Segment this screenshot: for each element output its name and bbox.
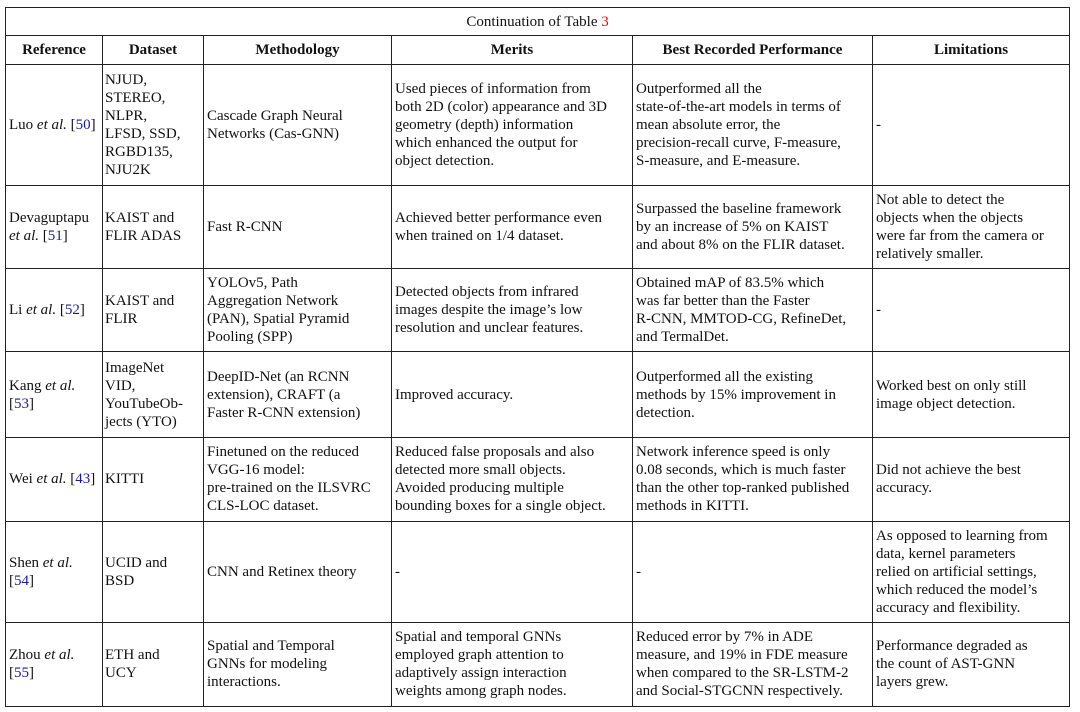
methodology-cell	[204, 522, 392, 622]
dataset-cell	[103, 185, 204, 268]
reference-author: Kang	[9, 377, 42, 394]
cell-line: the count of AST-GNN	[876, 656, 1016, 673]
citation-link[interactable]: 55	[14, 665, 29, 682]
cell-line: DeepID-Net (an RCNN	[207, 368, 350, 385]
limitations-cell	[873, 269, 1070, 352]
table-row	[6, 522, 1070, 622]
reference-cell: Li et al. [52]	[6, 269, 103, 352]
cell-line: resolution and unclear features.	[395, 320, 584, 337]
dataset-cell	[103, 622, 204, 706]
table-row	[6, 437, 1070, 521]
reference-author: Shen	[9, 554, 39, 571]
citation-link[interactable]: 43	[75, 471, 91, 488]
merits-cell	[392, 437, 633, 521]
cell-line: Improved accuracy.	[395, 386, 514, 403]
cell-line: Pooling (SPP)	[207, 329, 293, 346]
cell-line: Obtained mAP of 83.5% which	[636, 275, 825, 292]
reference-cell: Wei et al. [43]	[6, 437, 103, 521]
cell-line: KITTI	[105, 471, 145, 488]
cell-line: by an increase of 5% on KAIST	[636, 218, 829, 235]
limitations-cell	[873, 522, 1070, 622]
cell-line: methods in KITTI.	[636, 498, 749, 515]
cell-line: NLPR,	[105, 107, 148, 124]
reference-cell: Zhou et al. [55]	[6, 622, 103, 706]
header-methodology: Methodology	[204, 36, 392, 65]
reference-cell: Kang et al. [53]	[6, 352, 103, 437]
cell-line: when trained on 1/4 dataset.	[395, 227, 564, 244]
cell-line: LFSD, SSD,	[105, 125, 181, 142]
cell-line: KAIST and	[105, 209, 175, 226]
limitations-cell	[873, 65, 1070, 186]
cell-line: image object detection.	[876, 395, 1016, 412]
cell-line: were far from the camera or	[876, 227, 1044, 244]
cell-line: and Social-STGCNN respectively.	[636, 683, 843, 700]
cell-line: VID,	[105, 377, 136, 394]
limitations-cell	[873, 185, 1070, 268]
table-header-row	[6, 36, 1070, 65]
merits-cell	[392, 522, 633, 622]
table-row	[6, 185, 1070, 268]
cell-line: which enhanced the output for	[395, 134, 578, 151]
cell-line: data, kernel parameters	[876, 545, 1016, 562]
cell-line: CLS-LOC dataset.	[207, 498, 319, 515]
methodology-cell	[204, 65, 392, 186]
dataset-cell	[103, 352, 204, 437]
cell-line: Faster R-CNN extension)	[207, 404, 361, 421]
cell-line: CNN and Retinex theory	[207, 563, 357, 580]
methodology-cell	[204, 185, 392, 268]
cell-line: Outperformed all the	[636, 80, 762, 97]
header-performance: Best Recorded Performance	[633, 36, 873, 65]
performance-cell	[633, 437, 873, 521]
cell-line: (PAN), Spatial Pyramid	[207, 311, 350, 328]
cell-line: NJUD,	[105, 71, 148, 88]
cell-line: detected more small objects.	[395, 462, 566, 479]
cell-line: object detection.	[395, 152, 495, 169]
cell-line: Used pieces of information from	[395, 80, 591, 97]
cell-line: YouTubeOb-	[105, 395, 183, 412]
reference-author: Luo	[9, 116, 34, 133]
cell-line: methods by 15% improvement in	[636, 386, 836, 403]
cell-line: mean absolute error, the	[636, 116, 781, 133]
cell-line: Spatial and temporal GNNs	[395, 629, 562, 646]
cell-line: FLIR	[105, 311, 138, 328]
cell-line: STEREO,	[105, 89, 166, 106]
table-row	[6, 622, 1070, 706]
cell-line: pre-trained on the ILSVRC	[207, 480, 371, 497]
cell-line: interactions.	[207, 674, 281, 691]
reference-etal: et al.	[36, 471, 67, 488]
cell-line: Network inference speed is only	[636, 444, 831, 461]
cell-line: and about 8% on the FLIR dataset.	[636, 236, 845, 253]
citation-link[interactable]: 52	[64, 302, 80, 319]
caption-prefix: Continuation of Table	[466, 13, 598, 30]
cell-line: -	[395, 563, 400, 580]
citation-link[interactable]: 53	[14, 395, 29, 412]
cell-line: accuracy and flexibility.	[876, 599, 1021, 616]
reference-cell: Luo et al. [50]	[6, 65, 103, 186]
reference-etal: et al.	[45, 377, 76, 394]
header-dataset: Dataset	[103, 36, 204, 65]
cell-line: was far better than the Faster	[636, 293, 810, 310]
reference-author: Devaguptapu	[9, 209, 89, 226]
merits-cell	[392, 352, 633, 437]
dataset-cell	[103, 437, 204, 521]
methodology-cell	[204, 352, 392, 437]
cell-line: RGBD135,	[105, 143, 173, 160]
cell-line: 0.08 seconds, which is much faster	[636, 462, 846, 479]
cell-line: Outperformed all the existing	[636, 368, 814, 385]
methodology-cell	[204, 437, 392, 521]
table-row	[6, 352, 1070, 437]
reference-etal: et al.	[44, 647, 75, 664]
comparison-table	[5, 7, 1070, 707]
limitations-cell	[873, 622, 1070, 706]
cell-line: precision-recall curve, F-measure,	[636, 134, 841, 151]
cell-line: objects when the objects	[876, 209, 1024, 226]
cell-line: FLIR ADAS	[105, 227, 182, 244]
cell-line: Worked best on only still	[876, 377, 1027, 394]
cell-line: relatively smaller.	[876, 245, 984, 262]
cell-line: Reduced error by 7% in ADE	[636, 629, 814, 646]
cell-line: ImageNet	[105, 359, 165, 376]
merits-cell	[392, 622, 633, 706]
merits-cell	[392, 65, 633, 186]
table-caption	[6, 8, 1070, 36]
cell-line: Surpassed the baseline framework	[636, 200, 842, 217]
cell-line: Finetuned on the reduced	[207, 444, 360, 461]
cell-line: UCID and	[105, 554, 168, 571]
cell-line: KAIST and	[105, 293, 175, 310]
cell-line: relied on artificial settings,	[876, 563, 1037, 580]
dataset-cell	[103, 522, 204, 622]
reference-etal: et al.	[26, 302, 57, 319]
header-merits: Merits	[392, 36, 633, 65]
cell-line: when compared to the SR-LSTM-2	[636, 665, 849, 682]
citation-link[interactable]: 54	[14, 572, 29, 589]
cell-line: Avoided producing multiple	[395, 480, 564, 497]
cell-line: R-CNN, MMTOD-CG, RefineDet,	[636, 311, 847, 328]
cell-line: Achieved better performance even	[395, 209, 602, 226]
citation-link[interactable]: 51	[47, 227, 63, 244]
dataset-cell	[103, 65, 204, 186]
cell-line: geometry (depth) information	[395, 116, 574, 133]
cell-line: which reduced the model’s	[876, 581, 1038, 598]
cell-line: Performance degraded as	[876, 638, 1028, 655]
header-reference: Reference	[6, 36, 103, 65]
reference-cell: Devaguptapu et al. [51]	[6, 185, 103, 268]
cell-line: As opposed to learning from	[876, 527, 1048, 544]
cell-line: Fast R-CNN	[207, 218, 283, 235]
reference-author: Zhou	[9, 647, 41, 664]
cell-line: S-measure, and E-measure.	[636, 152, 801, 169]
cell-line: than the other top-ranked published	[636, 480, 850, 497]
citation-link[interactable]: 50	[75, 116, 91, 133]
merits-cell	[392, 185, 633, 268]
cell-line: Cascade Graph Neural	[207, 107, 343, 124]
performance-cell	[633, 522, 873, 622]
table-row	[6, 65, 1070, 186]
reference-etal: et al.	[9, 227, 39, 244]
cell-line: VGG-16 model:	[207, 462, 305, 479]
cell-line: layers grew.	[876, 674, 949, 691]
table-row	[6, 269, 1070, 352]
caption-table-number-link[interactable]: 3	[601, 13, 609, 30]
reference-author: Li	[9, 302, 23, 319]
methodology-cell	[204, 622, 392, 706]
performance-cell	[633, 269, 873, 352]
cell-line: BSD	[105, 572, 135, 589]
cell-line: Did not achieve the best	[876, 462, 1021, 479]
reference-author: Wei	[9, 471, 33, 488]
cell-line: -	[636, 563, 641, 580]
cell-line: accuracy.	[876, 480, 933, 497]
limitations-cell	[873, 437, 1070, 521]
reference-cell: Shen et al. [54]	[6, 522, 103, 622]
cell-line: bounding boxes for a single object.	[395, 498, 606, 515]
merits-cell	[392, 269, 633, 352]
cell-line: ETH and	[105, 647, 160, 664]
cell-line: and TermalDet.	[636, 329, 729, 346]
table-caption-row	[6, 8, 1070, 36]
performance-cell	[633, 352, 873, 437]
performance-cell	[633, 185, 873, 268]
cell-line: detection.	[636, 404, 695, 421]
methodology-cell	[204, 269, 392, 352]
cell-line: Aggregation Network	[207, 293, 339, 310]
cell-line: Detected objects from infrared	[395, 284, 579, 301]
cell-line: both 2D (color) appearance and 3D	[395, 98, 607, 115]
cell-line: Spatial and Temporal	[207, 638, 335, 655]
cell-line: state-of-the-art models in terms of	[636, 98, 841, 115]
cell-line: jects (YTO)	[105, 413, 177, 430]
cell-line: YOLOv5, Path	[207, 275, 298, 292]
cell-line: -	[876, 302, 881, 319]
cell-line: adaptively assign interaction	[395, 665, 567, 682]
cell-line: weights among graph nodes.	[395, 683, 567, 700]
cell-line: images despite the image’s low	[395, 302, 583, 319]
cell-line: -	[876, 116, 881, 133]
limitations-cell	[873, 352, 1070, 437]
cell-line: measure, and 19% in FDE measure	[636, 647, 848, 664]
cell-line: Networks (Cas-GNN)	[207, 125, 340, 142]
performance-cell	[633, 65, 873, 186]
cell-line: NJU2K	[105, 161, 151, 178]
cell-line: extension), CRAFT (a	[207, 386, 341, 403]
cell-line: Reduced false proposals and also	[395, 444, 595, 461]
cell-line: GNNs for modeling	[207, 656, 327, 673]
cell-line: Not able to detect the	[876, 191, 1005, 208]
header-limitations: Limitations	[873, 36, 1070, 65]
cell-line: UCY	[105, 665, 137, 682]
reference-etal: et al.	[36, 116, 67, 133]
cell-line: employed graph attention to	[395, 647, 564, 664]
reference-etal: et al.	[42, 554, 73, 571]
dataset-cell	[103, 269, 204, 352]
performance-cell	[633, 622, 873, 706]
